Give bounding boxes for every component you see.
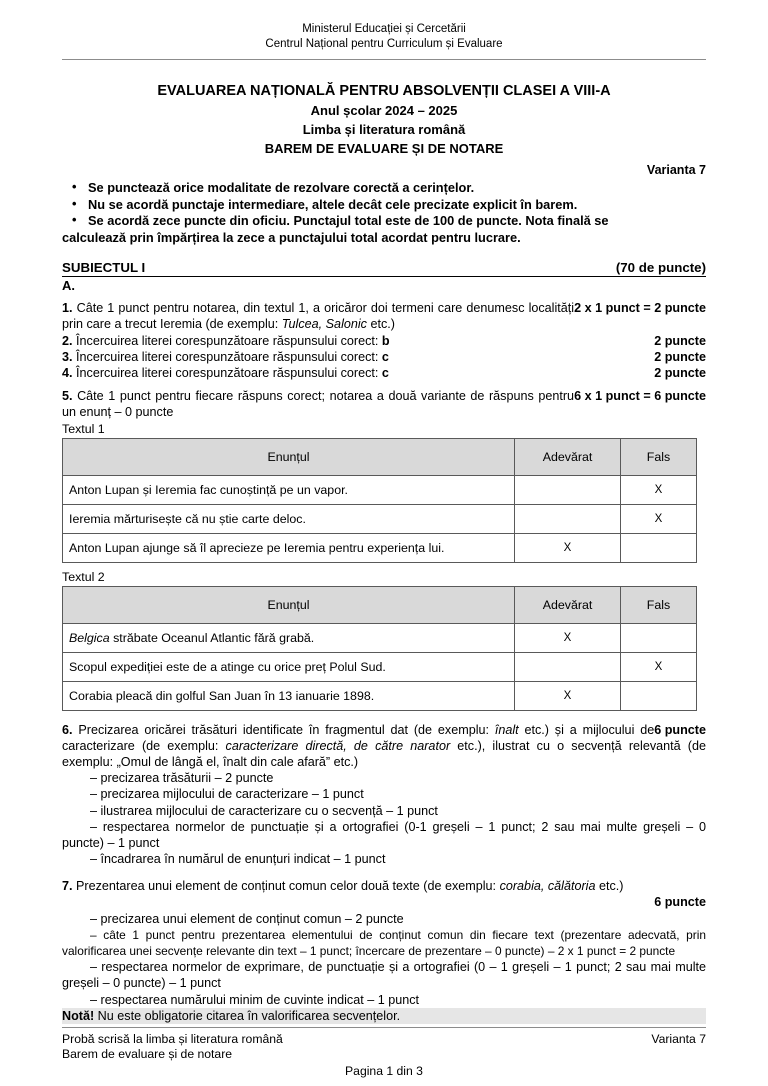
school-year: Anul școlar 2024 – 2025	[310, 103, 458, 118]
bullet-icon: •	[72, 179, 77, 194]
table2-caption: Textul 2	[62, 570, 105, 585]
answer-item-4-answer: c	[381, 365, 389, 380]
table2-row2-statement: Corabia pleacă din golful San Juan în 13 ianuarie 1898.	[63, 682, 515, 711]
table-textul-2	[62, 586, 697, 711]
answer-item-6-number: 6.	[62, 723, 73, 738]
part-letter: A.	[62, 278, 75, 294]
table-header-row	[63, 587, 697, 624]
table1-col-enunt: Enunțul	[63, 439, 515, 476]
table1-row1-fals: X	[621, 505, 697, 534]
bullet-icon: •	[72, 212, 77, 228]
answer-item-5	[62, 389, 706, 420]
answer-item-6-text-2: etc.) și a mijlocului de caracterizare (de exemplu:	[62, 723, 655, 753]
footer-page-number: Pagina 1 din 3	[345, 1064, 423, 1078]
grading-rules-list	[62, 180, 706, 246]
footer-variant: Varianta 7	[651, 1032, 706, 1046]
nota-banner	[62, 1008, 706, 1024]
answer-item-6-subitem: – respectarea normelor de punctuație și a ortografiei (0-1 greșeli – 1 punct; 2 sau mai multe greșeli – 0 puncte) – 1 punct	[62, 819, 706, 850]
table2-row0-statement	[63, 624, 515, 653]
answer-item-4-number: 4.	[62, 365, 73, 380]
answer-item-7-text-1: Prezentarea unui element de conținut comun celor două texte (de exemplu:	[72, 879, 500, 894]
table-header-row	[63, 439, 697, 476]
answer-item-7-subitem: – precizarea unui element de conținut comun – 2 puncte	[90, 911, 404, 926]
variant-label-top: Varianta 7	[646, 163, 706, 177]
answer-item-3-text: Încercuirea literei corespunzătoare răspunsului corect:	[72, 349, 382, 364]
answer-item-4	[62, 365, 706, 381]
answer-item-3	[62, 349, 706, 365]
table1-row1-statement: Ieremia mărturisește că nu știe carte deloc.	[63, 505, 515, 534]
table1-col-fals: Fals	[621, 439, 697, 476]
answer-item-2-number: 2.	[62, 333, 73, 348]
exam-title: EVALUAREA NAȚIONALĂ PENTRU ABSOLVENȚII CLASEI A VIII-A	[157, 83, 611, 99]
table-textul-1	[62, 438, 697, 563]
answer-item-7-subitem: – respectarea normelor de exprimare, de punctuație și a ortografiei (0 – 1 greșeli – 1 punct; 2 sau mai multe greșeli – 0 puncte) – 1 punct	[62, 960, 706, 991]
answer-item-5-text: Câte 1 punct pentru fiecare răspuns corect; notarea a două variante de răspuns pentru un enunț – 0 puncte	[62, 389, 575, 419]
table2-col-fals: Fals	[621, 587, 697, 624]
ministry-header	[62, 22, 706, 52]
table1-col-adevarat: Adevărat	[515, 439, 621, 476]
table2-col-enunt: Enunțul	[63, 587, 515, 624]
page-footer	[62, 1027, 706, 1078]
answer-item-6-subitem: – ilustrarea mijlocului de caracterizare cu o secvență – 1 punct	[90, 803, 438, 818]
subiect-heading	[62, 260, 706, 277]
grading-rule-item	[62, 213, 706, 246]
table2-row0-text: străbate Oceanul Atlantic fără grabă.	[109, 631, 315, 646]
answer-item-7-number: 7.	[62, 879, 73, 894]
answer-item-6-text-3: etc.), ilustrat cu o secvență relevantă (de exemplu: „Omul de lângă el, înalt din cale afară” etc.)	[62, 738, 706, 769]
ministry-line-2: Centrul Național pentru Curriculum și Evaluare	[265, 38, 503, 50]
footer-line-1: Probă scrisă la limba și literatura română	[62, 1032, 283, 1046]
table1-row2-statement: Anton Lupan ajunge să îl aprecieze pe Ieremia pentru experiența lui.	[63, 534, 515, 563]
grading-rule-text: Se acordă zece puncte din oficiu. Punctajul total este de 100 de puncte. Nota finală se	[88, 213, 609, 229]
table1-row1-adevarat	[515, 505, 621, 534]
table1-row2-fals	[621, 534, 697, 563]
nota-label: Notă!	[62, 1008, 95, 1023]
answer-item-3-number: 3.	[62, 349, 73, 364]
answer-item-1-number: 1.	[62, 301, 73, 316]
answer-item-6-italic-1: înalt	[494, 723, 519, 738]
answer-item-6-text-1: Precizarea oricărei trăsături identificate în fragmentul dat (de exemplu:	[72, 723, 495, 738]
table-row	[63, 534, 697, 563]
answer-item-1-text: Câte 1 punct pentru notarea, din textul 1, a oricăror doi termeni care denumesc localități prin care a trecut Ieremia (de exemplu:	[62, 301, 575, 331]
answer-item-6-italic-2: caracterizare directă, de către narator	[225, 738, 451, 753]
table2-row1-fals: X	[621, 653, 697, 682]
footer-left	[62, 1032, 283, 1062]
bullet-icon: •	[72, 195, 77, 211]
table1-row2-adevarat: X	[515, 534, 621, 563]
subject-name: Limba și literatura română	[302, 122, 466, 137]
answer-item-7-subitem: – respectarea numărului minim de cuvinte indicat – 1 punct	[90, 992, 420, 1007]
table2-row2-adevarat: X	[515, 682, 621, 711]
grading-rule-item	[62, 180, 706, 197]
footer-divider	[62, 1027, 706, 1028]
table-row	[63, 624, 697, 653]
nota-text: Nu este obligatorie citarea în valorificarea secvențelor.	[94, 1008, 401, 1023]
answer-item-4-points: 2 puncte	[654, 365, 706, 380]
table1-caption: Textul 1	[62, 422, 105, 437]
answer-item-2	[62, 333, 706, 349]
grading-rule-text: Nu se acordă punctaje intermediare, altele decât cele precizate explicit în barem.	[88, 196, 578, 212]
table2-row1-statement: Scopul expediției este de a atinge cu orice preț Polul Sud.	[63, 653, 515, 682]
answer-item-4-text: Încercuirea literei corespunzătoare răspunsului corect:	[72, 365, 382, 380]
table1-row0-statement: Anton Lupan și Ieremia fac cunoștință pe un vapor.	[63, 476, 515, 505]
grading-rule-item	[62, 197, 706, 214]
table-row	[63, 653, 697, 682]
answer-item-6-subitem: – precizarea trăsăturii – 2 puncte	[90, 771, 274, 786]
answer-item-6-points: 6 puncte	[654, 723, 706, 738]
answer-item-1-example: Tulcea, Salonic	[281, 316, 367, 331]
table1-row0-adevarat	[515, 476, 621, 505]
subiect-points: (70 de puncte)	[615, 260, 706, 276]
grading-rule-text-continued: calculează prin împărțirea la zece a punctajului total acordat pentru lucrare.	[62, 229, 521, 245]
table2-row1-adevarat	[515, 653, 621, 682]
answer-item-7-points-line	[62, 895, 706, 911]
answer-item-2-answer: b	[381, 333, 390, 348]
answer-item-5-points: 6 x 1 punct = 6 puncte	[574, 389, 706, 404]
table2-row0-title: Belgica	[69, 631, 110, 646]
footer-line-2: Barem de evaluare și de notare	[62, 1047, 233, 1061]
table1-row0-fals: X	[621, 476, 697, 505]
answer-item-1-text-after: etc.)	[366, 316, 395, 331]
table2-col-adevarat: Adevărat	[515, 587, 621, 624]
answer-item-6	[62, 723, 706, 770]
answer-item-7-subitem: – câte 1 punct pentru prezentarea elementului de conținut comun din fiecare text (prezentare adecvată, prin valorificarea unei secvențe relevante din text – 1 punct; încercare de prezentare – 0 puncte) – 2 x 1 punct = 2 puncte	[62, 927, 706, 958]
answer-item-7-text-2: etc.)	[595, 879, 624, 894]
answer-item-2-text: Încercuirea literei corespunzătoare răspunsului corect:	[72, 333, 382, 348]
ministry-line-1: Ministerul Educației și Cercetării	[302, 23, 466, 35]
document-type: BAREM DE EVALUARE ȘI DE NOTARE	[264, 141, 504, 156]
table2-row0-adevarat: X	[515, 624, 621, 653]
table2-row2-fals	[621, 682, 697, 711]
answer-item-7-italic-1: corabia, călătoria	[499, 879, 596, 894]
subiect-title: SUBIECTUL I	[62, 260, 146, 276]
table-row	[63, 505, 697, 534]
answer-item-1	[62, 301, 706, 332]
answer-item-6-subitem: – încadrarea în numărul de enunțuri indicat – 1 punct	[90, 852, 386, 867]
grading-rule-text: Se punctează orice modalitate de rezolvare corectă a cerințelor.	[88, 180, 475, 195]
table2-row0-fals	[621, 624, 697, 653]
table-row	[63, 682, 697, 711]
answer-item-1-points: 2 x 1 punct = 2 puncte	[574, 301, 706, 316]
answer-item-7-points: 6 puncte	[654, 894, 706, 909]
answer-item-3-answer: c	[381, 349, 389, 364]
answer-item-6-subitem: – precizarea mijlocului de caracterizare – 1 punct	[90, 787, 364, 802]
answer-item-2-points: 2 puncte	[654, 333, 706, 348]
answer-item-7	[62, 879, 706, 895]
answer-item-3-points: 2 puncte	[654, 349, 706, 364]
answer-item-5-number: 5.	[62, 389, 73, 404]
table-row	[63, 476, 697, 505]
header-divider	[62, 59, 706, 60]
